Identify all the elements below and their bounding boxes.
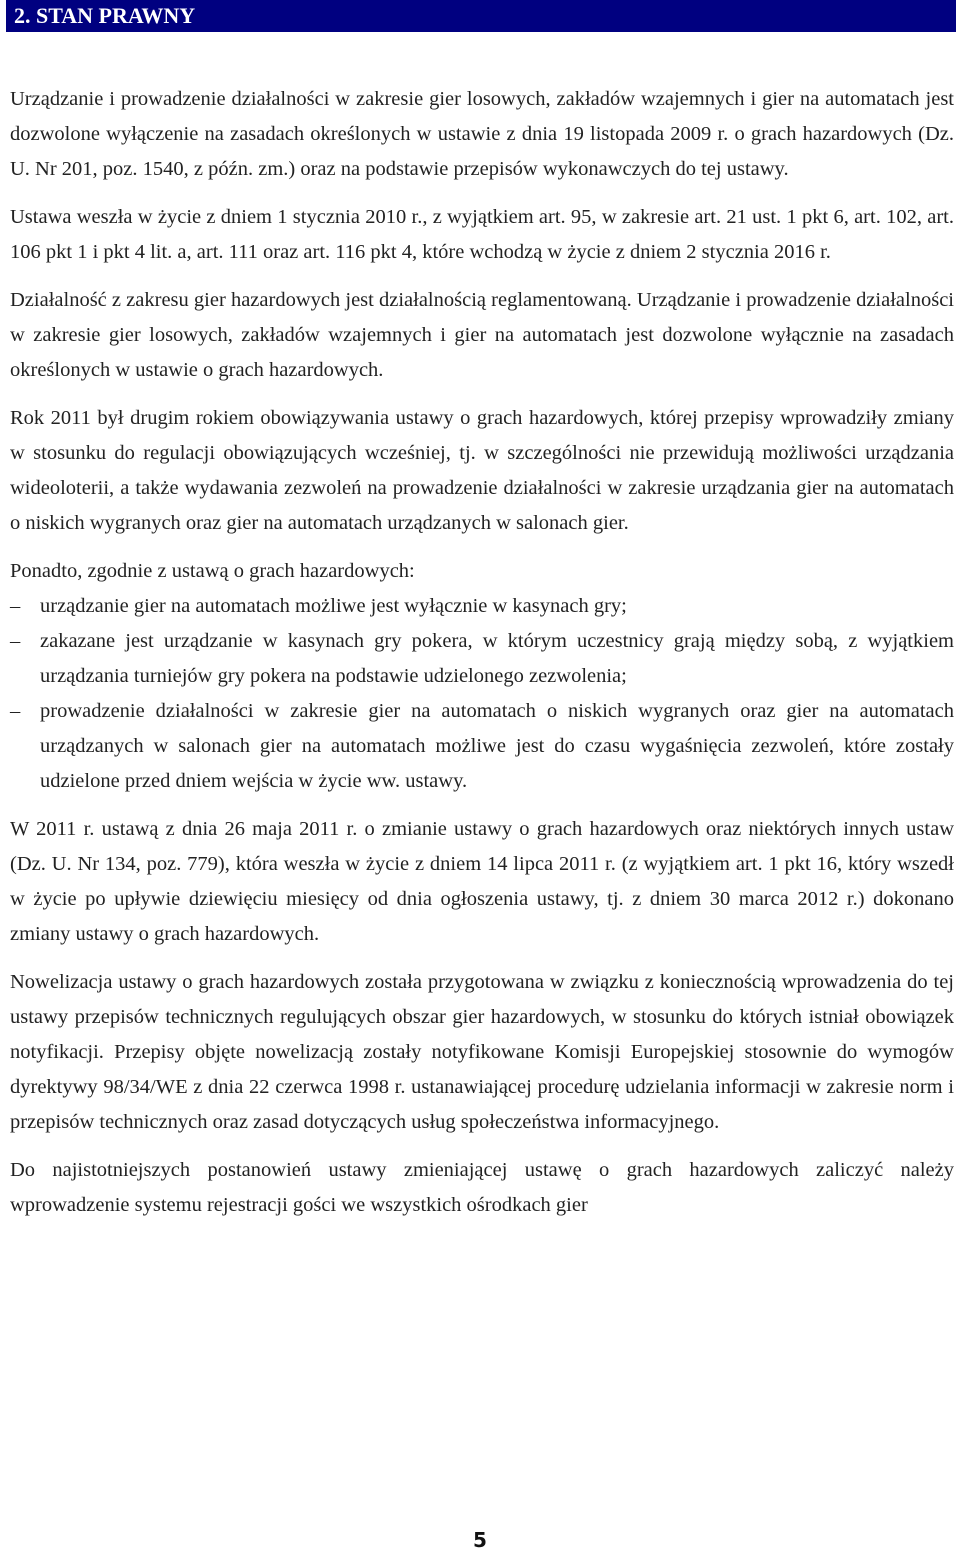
document-body bbox=[10, 82, 954, 1236]
page-number: 5 bbox=[473, 1528, 487, 1552]
list-item bbox=[10, 624, 954, 694]
paragraph-year-2011: Rok 2011 był drugim rokiem obowiązywania ustawy o grach hazardowych, której przepisy wprowadziły zmiany w stosunku do regulacji obowiązujących wcześniej, tj. w szczególności nie przewidują możliwości urządzania wideoloterii, a także wydawania zezwoleń na prowadzenie działalności w zakresie urządzania gier na automatach o niskich wygranych oraz gier na automatach urządzanych w salonach gier. bbox=[10, 407, 954, 534]
dash-marker: – bbox=[10, 700, 21, 722]
list-item-text: prowadzenie działalności w zakresie gier na automatach o niskich wygranych oraz gier na automatach urządzanych w salonach gier na automatach możliwe jest do czasu wygaśnięcia zezwoleń, które zostały udzielone przed dniem wejścia w życie ww. ustawy. bbox=[40, 700, 954, 792]
paragraph-amendment-2011: W 2011 r. ustawą z dnia 26 maja 2011 r. o zmianie ustawy o grach hazardowych oraz niektórych innych ustaw (Dz. U. Nr 134, poz. 779), która weszła w życie z dniem 14 lipca 2011 r. (z wyjątkiem art. 1 pkt 16, który wszedł w życie po upływie dziewięciu miesięcy od dnia ogłoszenia ustawy, tj. z dniem 30 marca 2012 r.) dokonano zmiany ustawy o grach hazardowych. bbox=[10, 818, 954, 945]
paragraph-legal-basis: Urządzanie i prowadzenie działalności w zakresie gier losowych, zakładów wzajemnych i gier na automatach jest dozwolone wyłączenie na zasadach określonych w ustawie z dnia 19 listopada 2009 r. o grach hazardowych (Dz. U. Nr 201, poz. 1540, z późn. zm.) oraz na podstawie przepisów wykonawczych do tej ustawy. bbox=[10, 88, 954, 180]
paragraph-regulated-activity: Działalność z zakresu gier hazardowych jest działalnością reglamentowaną. Urządzanie i prowadzenie działalności w zakresie gier losowych, zakładów wzajemnych i gier na automatach jest dozwolone wyłącznie na zasadach określonych w ustawie o grach hazardowych. bbox=[10, 289, 954, 381]
paragraph-notification: Nowelizacja ustawy o grach hazardowych została przygotowana w związku z koniecznością wprowadzenia do tej ustawy przepisów technicznych regulujących obszar gier hazardowych, w stosunku do których istniał obowiązek notyfikacji. Przepisy objęte nowelizacją zostały notyfikowane Komisji Europejskiej stosownie do wymogów dyrektywy 98/34/WE z dnia 22 czerwca 1998 r. ustanawiającej procedurę udzielania informacji w zakresie norm i przepisów technicznych oraz zasad dotyczących usług społeczeństwa informacyjnego. bbox=[10, 971, 954, 1133]
section-header bbox=[6, 0, 956, 32]
dash-marker: – bbox=[10, 630, 21, 652]
paragraph-entry-into-force: Ustawa weszła w życie z dniem 1 stycznia 2010 r., z wyjątkiem art. 95, w zakresie art. 21 ust. 1 pkt 6, art. 102, art. 106 pkt 1 i pkt 4 lit. a, art. 111 oraz art. 116 pkt 4, które wchodzą w życie z dniem 2 stycznia 2016 r. bbox=[10, 206, 954, 263]
section-title: 2. STAN PRAWNY bbox=[14, 3, 196, 28]
list-intro: Ponadto, zgodnie z ustawą o grach hazardowych: bbox=[10, 560, 415, 582]
dash-marker: – bbox=[10, 595, 21, 617]
list-item bbox=[10, 589, 954, 624]
list-item-text: zakazane jest urządzanie w kasynach gry pokera, w którym uczestnicy grają między sobą, z wyjątkiem urządzania turniejów gry pokera na podstawie udzielonego zezwolenia; bbox=[40, 630, 954, 687]
paragraph-key-provisions: Do najistotniejszych postanowień ustawy zmieniającej ustawę o grach hazardowych zaliczyć należy wprowadzenie systemu rejestracji gości we wszystkich ośrodkach gier bbox=[10, 1159, 954, 1216]
provisions-list bbox=[10, 589, 954, 799]
list-item bbox=[10, 694, 954, 799]
list-item-text: urządzanie gier na automatach możliwe jest wyłącznie w kasynach gry; bbox=[40, 595, 627, 617]
